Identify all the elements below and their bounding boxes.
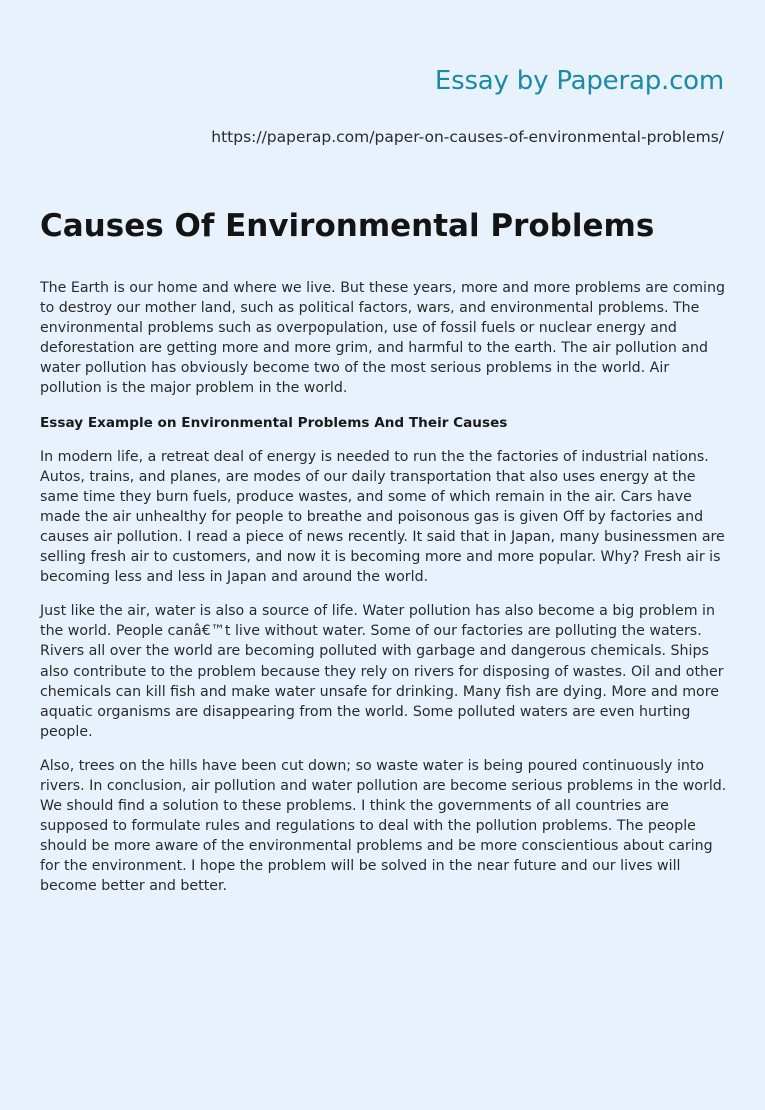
essay-paragraph-2: In modern life, a retreat deal of energy is needed to run the the factories of industrial nations. Autos, trains, and planes, are modes of our daily transportation that also uses energy at the same time they burn fuels, produce wastes, and some of which remain in the air. Cars have made the air unhealthy for people to breathe and poisonous gas is given Off by factories and causes air pollution. I read a piece of news recently. It said that in Japan, many businessmen are selling fresh air to customers, and now it is becoming more and more popular. Why? Fresh air is becoming less and less in Japan and around the world. <box>40 448 725 586</box>
essay-paragraph-1: The Earth is our home and where we live. But these years, more and more problems are coming to destroy our mother land, such as political factors, wars, and environmental problems. The environmental problems such as overpopulation, use of fossil fuels or nuclear energy and deforestation are getting more and more grim, and harmful to the earth. The air pollution and water pollution has obviously become two of the most serious problems in the world. Air pollution is the major problem in the world. <box>40 280 725 397</box>
essay-paragraph-3: Just like the air, water is also a source of life. Water pollution has also become a big problem in the world. People canâ€™t live without water. Some of our factories are polluting the waters. Rivers all over the world are becoming polluted with garbage and dangerous chemicals. Ships also contribute to the problem because they rely on rivers for disposing of wastes. Oil and other chemicals can kill fish and make water unsafe for drinking. Many fish are dying. More and more aquatic organisms are disappearing from the world. Some polluted waters are even hurting people. <box>40 603 724 740</box>
essay-subheading: Essay Example on Environmental Problems And Their Causes <box>40 414 508 431</box>
site-brand-link[interactable]: Essay by Paperap.com <box>434 66 724 96</box>
essay-body <box>40 278 728 911</box>
page-title: Causes Of Environmental Problems <box>40 208 655 244</box>
essay-paragraph-4: Also, trees on the hills have been cut down; so waste water is being poured continuously into rivers. In conclusion, air pollution and water pollution are become serious problems in the world. We should find a solution to these problems. I think the governments of all countries are supposed to formulate rules and regulations to deal with the pollution problems. The people should be more aware of the environmental problems and be more conscientious about caring for the environment. I hope the problem will be solved in the near future and our lives will become better and better. <box>40 757 727 895</box>
source-url: https://paperap.com/paper-on-causes-of-environmental-problems/ <box>211 128 724 146</box>
